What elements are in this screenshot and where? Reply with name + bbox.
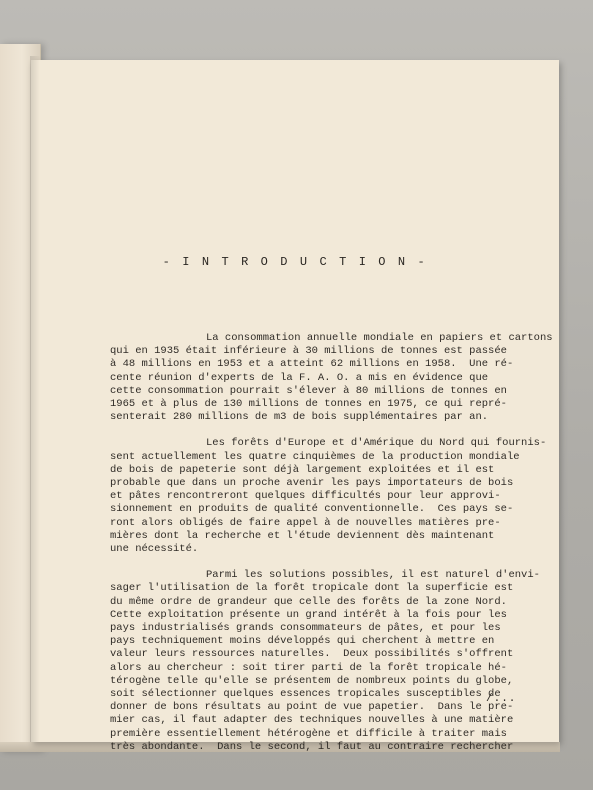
text-line: à 48 millions en 1953 et a atteint 62 millions en 1958. Une ré-: [110, 358, 514, 371]
paragraph-1: [110, 332, 553, 424]
text-line: très abondante. Dans le second, il faut au contraire rechercher: [110, 740, 514, 753]
paragraph-2: [110, 437, 547, 556]
text-line: senterait 280 millions de m3 de bois supplémentaires par an.: [110, 411, 489, 424]
text-line: de bois de papeterie sont déjà largement exploitées et il est: [110, 463, 495, 476]
text-line: sent actuellement les quatre cinquièmes de la production mondiale: [110, 450, 520, 463]
text-line: 1965 et à plus de 130 millions de tonnes en 1975, ce qui repré-: [110, 398, 507, 411]
text-line: probable que dans un proche avenir les pays importateurs de bois: [110, 477, 514, 490]
text-line: ront alors obligés de faire appel à de nouvelles matières pre-: [110, 516, 501, 529]
text-line: du même ordre de grandeur que celle des forêts de la zone Nord.: [110, 595, 507, 608]
text-line: pays techniquement moins développés qui cherchent à mettre en: [110, 635, 495, 648]
continuation-mark: /...: [486, 693, 517, 705]
text-line: cente réunion d'experts de la F. A. O. a mis en évidence que: [110, 371, 489, 384]
text-line: La consommation annuelle mondiale en papiers et cartons: [206, 332, 553, 344]
text-line: donner de bons résultats au point de vue papetier. Dans le pre-: [110, 701, 514, 714]
text-line: sionnement en produits de qualité conventionnelle. Ces pays se-: [110, 503, 514, 516]
text-line: cette consommation pourrait s'élever à 80 millions de tonnes en: [110, 384, 507, 397]
book-gutter-shadow: [30, 56, 40, 742]
text-line: Cette exploitation présente un grand intérêt à la fois pour les: [110, 608, 507, 621]
text-line: valeur leurs ressources naturelles. Deux possibilités s'offrent: [110, 648, 514, 661]
text-line: térogène telle qu'elle se présentem de nombreux points du globe,: [110, 674, 514, 687]
text-line: qui en 1935 était inférieure à 30 millions de tonnes est passée: [110, 345, 507, 358]
body-text: [110, 332, 553, 767]
text-line: première essentiellement hétérogène et difficile à traiter mais: [110, 727, 507, 740]
page-heading: - I N T R O D U C T I O N -: [162, 255, 428, 269]
text-line: pays industrialisés grands consommateurs de pâtes, et pour les: [110, 622, 501, 635]
text-line: alors au chercheur : soit tirer parti de la forêt tropicale hé-: [110, 661, 507, 674]
text-line: une nécessité.: [110, 543, 199, 556]
document-page: [31, 60, 559, 753]
text-line: soit sélectionner quelques essences tropicales susceptibles de: [110, 688, 501, 701]
text-line: sager l'utilisation de la forêt tropicale dont la superficie est: [110, 582, 514, 595]
text-line: Les forêts d'Europe et d'Amérique du Nord qui fournis-: [206, 437, 547, 450]
text-line: mier cas, il faut adapter des techniques nouvelles à une matière: [110, 714, 514, 727]
paragraph-3: [110, 569, 540, 754]
text-line: mières dont la recherche et l'étude deviennent dès maintenant: [110, 529, 495, 542]
text-line: et pâtes rencontreront quelques difficultés pour leur approvi-: [110, 490, 501, 503]
text-line: Parmi les solutions possibles, il est naturel d'envi-: [206, 569, 540, 582]
